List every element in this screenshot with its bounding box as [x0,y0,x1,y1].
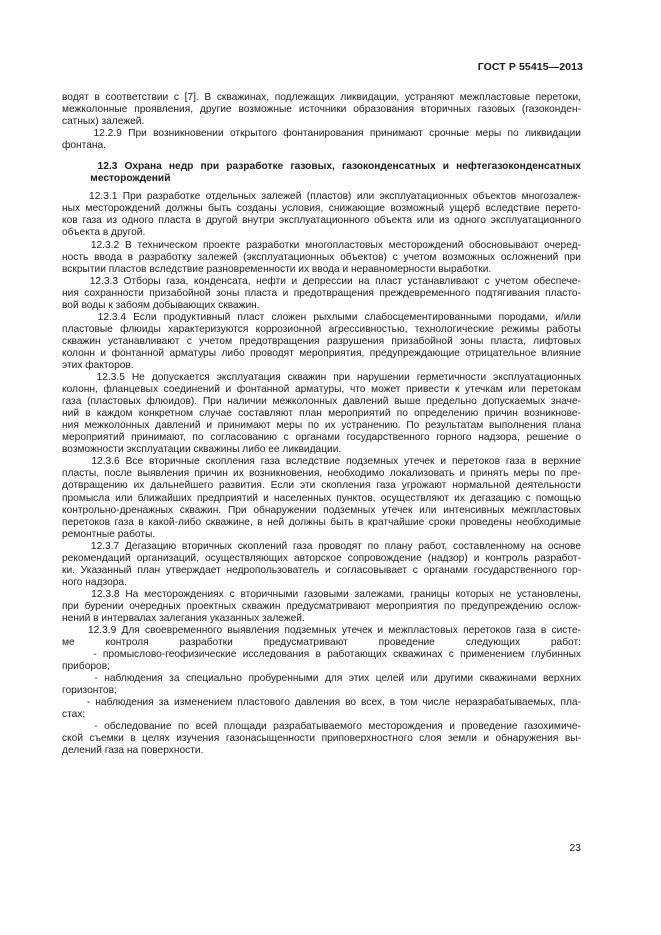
document-standard-header: ГОСТ Р 55415—2013 [477,61,583,73]
text-line: 12.3.5 Не допускается эксплуатация скважин при нарушении герметичности эксплуатационных [62,372,581,384]
text-line: горизонтов; [62,685,117,697]
paragraph-p-12-3-7 [62,541,581,589]
text-line: ний в каждом конкретном случае составляют план мероприятий по определению причин возникнове- [62,408,581,420]
text-line: ки. Указанный план утверждает недропользователь и согласовывает с органами государственного гор- [62,564,581,576]
text-line: ме контроля разработки предусматривают проведение следующих работ: [62,637,581,649]
text-line: 12.2.9 При возникновении открытого фонтанирования принимают срочные меры по ликвидации [62,128,581,140]
document-body [62,92,581,758]
section-heading-12-3 [62,161,581,185]
paragraph-p-12-2-9 [62,128,581,152]
text-line: ных месторождений должны быть созданы условия, снижающие возможный ущерб вследствие перето- [62,203,581,215]
text-line: ность ввода в разработку залежей (эксплуатационных объектов) с учетом возможных осложнений при [62,251,581,263]
page-number: 23 [569,842,581,854]
text-line: 12.3.4 Если продуктивный пласт сложен рыхлыми слабосцементированными породами, и/или [62,311,581,323]
text-line: мероприятий принимают, по согласованию с органами государственного горного надзора, решение о [62,432,581,444]
text-line: 12.3.2 В техническом проекте разработки многопластовых месторождений обосновывают очеред- [62,239,581,251]
text-line: нений в интервалах залегания указанных залежей. [62,612,305,624]
text-line: - обследование по всей площади разрабатываемого месторождения и проведение газохимиче- [62,721,581,733]
paragraph-p-12-3-3 [62,276,581,312]
text-line: - наблюдения за изменением пластового давления во всех, в том числе неразрабатываемых, пла- [62,697,581,709]
text-line: 12.3.9 Для своевременного выявления подземных утечек и межпластовых перетоков газа в систе- [62,625,581,637]
text-line: - промыслово-геофизические исследования в работающих скважинах с применением глубинных [62,649,581,661]
text-line: - наблюдения за специально пробуренными для этих целей или другими скважинами верхних [62,673,581,685]
text-line: ремонтные работы. [62,528,156,540]
text-line: возможности эксплуатации скважины либо ее ликвидации. [62,444,342,456]
text-line: ской съемки в целях изучения газонасыщенности приповерхностного слоя земли и обнаружения вы- [62,733,581,745]
text-line: контрольно-дренажных скважин. При обнаружении подземных утечек или интенсивных межпластовых [62,504,581,516]
text-line: 12.3.7 Дегазацию вторичных скоплений газа проводят по плану работ, составленному на основе [62,540,581,552]
text-line: колонн и фонтанной арматуры либо проводят мероприятия, предупреждающие отрицательное влияние [62,347,581,359]
paragraph-p-12-3-9 [62,625,581,758]
heading-line: месторождений [62,173,171,185]
text-line: вой воды к забоям добывающих скважин. [62,299,260,311]
paragraph-p-12-3-8 [62,589,581,625]
text-line: промысла или ближайших предприятий и населенных пунктов, осуществляют их дегазацию с помощью [62,492,581,504]
text-line: 12.3.1 При разработке отдельных залежей (пластов) или эксплуатационных объектов многозалеж- [62,191,581,203]
text-line: скважин устанавливают с учетом предотвращения разрушения призабойной зоны пласта, лифтовых [62,335,581,347]
text-line: вскрытии пластов вследствие разновременности их ввода и неравномерности выработки. [62,263,492,275]
text-line: этих факторов. [62,359,134,371]
text-line: делений газа на поверхности. [62,745,204,757]
text-line: 12.3.6 Все вторичные скопления газа вследствие подземных утечек и перетоков газа в верхние [62,456,581,468]
text-line: ного надзора. [62,576,127,588]
paragraph-p-12-3-6 [62,456,581,540]
paragraph-p-12-3-5 [62,372,581,456]
text-line: 12.3.3 Отборы газа, конденсата, нефти и депрессии на пласт устанавливают с учетом обеспече- [62,275,581,287]
text-line: газа (пластовых флюидов). При наличии межколонных давлений выше предельно допускаемых значе- [62,396,581,408]
text-line: ков газа из одного пласта в другой внутри эксплуатационного объекта или из одного эксплуатационного [62,215,581,227]
text-line: дотвращению их дальнейшего развития. Если эти скопления газа угрожают нормальной деятельности [62,480,581,492]
text-line: колонн, фланцевых соединений и фонтанной арматуры, что может привести к утечкам или перетокам [62,384,581,396]
text-line: ния сохранности призабойной зоны пласта и предотвращения преждевременного подтягивания пласто- [62,287,581,299]
text-line: приборов; [62,661,110,673]
text-line: водят в соответствии с [7]. В скважинах, подлежащих ликвидации, устраняют межпластовые перетоки, [62,92,581,103]
text-line: перетоков газа в какой-либо скважине, в ней должны быть в кратчайшие сроки проведены необходимые [62,516,581,528]
text-line: ния межколонных давлений и принимают меры по их устранению. По результатам выполнения плана [62,420,581,432]
text-line: сатных) залежей. [62,116,145,128]
paragraph-p-12-3-1 [62,191,581,239]
text-line: при бурении очередных проектных скважин предусматривают мероприятия по предупреждению ослож- [62,600,581,612]
text-line: объекта в другой. [62,227,146,239]
text-line: пластовые флюиды характеризуются коррозионной агрессивностью, технологические режимы работы [62,323,581,335]
text-line: 12.3.8 На месторождениях с вторичными газовыми залежами, границы которых не установлены, [62,588,581,600]
heading-line: 12.3 Охрана недр при разработке газовых, газоконденсатных и нефтегазоконденсатных [62,161,581,173]
text-line: пласты, после выявления причин их возникновения, необходимо локализовать и принять меры по пре- [62,468,581,480]
paragraph-p-12-3-4 [62,312,581,372]
text-line: стах; [62,709,86,721]
text-line: фонтана. [62,140,107,152]
paragraph-p-cont [62,92,581,128]
paragraph-p-12-3-2 [62,240,581,276]
text-line: рекомендаций организаций, осуществляющих авторское сопровождение (надзор) и контроль разработ- [62,552,581,564]
text-line: межколонные проявления, другие возможные источники образования вторичных газовых (газоконден- [62,104,581,116]
